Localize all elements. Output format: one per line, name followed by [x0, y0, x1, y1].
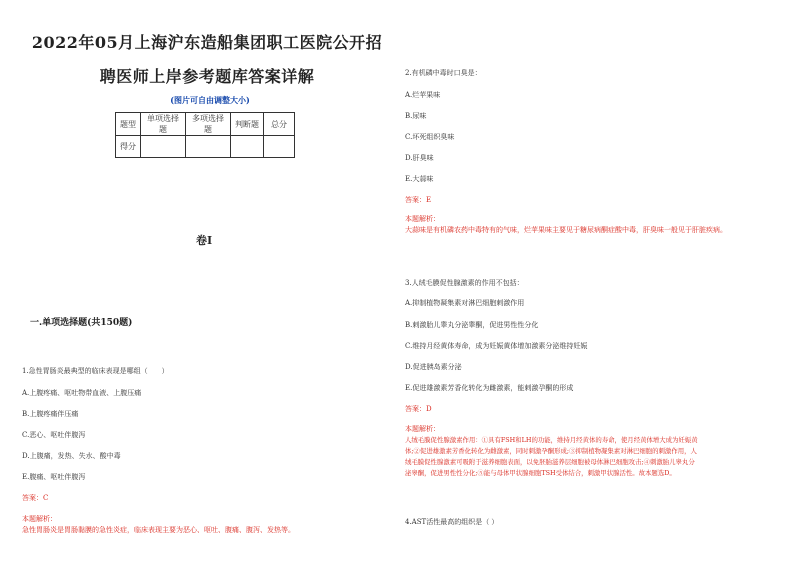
question-2-stem: 2.有机磷中毒时口臭是： — [405, 69, 482, 77]
question-4-stem: 4.AST活性最高的组织是（ ） — [405, 518, 499, 526]
score-header-cell: 多项选择题 — [186, 113, 231, 136]
question-2-analysis-label: 本题解析： — [405, 215, 440, 223]
right-column — [400, 0, 800, 565]
score-cell — [264, 136, 295, 158]
question-2-answer: 答案：E — [405, 196, 432, 204]
score-header-cell: 总分 — [264, 113, 295, 136]
volume-heading: 卷I — [196, 234, 213, 247]
question-3-analysis-label: 本题解析： — [405, 425, 440, 433]
score-cell — [141, 136, 186, 158]
score-row-label: 得分 — [116, 136, 141, 158]
question-1-option-e: E.腹痛、呕吐伴腹泻 — [22, 473, 86, 481]
question-3-option-e: E.促进雄激素芳香化转化为雌激素，能刺激孕酮的形成 — [405, 384, 574, 392]
score-cell — [186, 136, 231, 158]
question-1-option-d: D.上腹痛，发热、失水、酸中毒 — [22, 452, 121, 460]
question-2-option-a: A.烂苹果味 — [405, 91, 441, 99]
score-header-cell: 判断题 — [231, 113, 264, 136]
question-3-stem: 3.人绒毛膜促性腺激素的作用不包括： — [405, 279, 524, 287]
score-cell — [231, 136, 264, 158]
question-2-option-e: E.大蒜味 — [405, 175, 434, 183]
question-1-analysis-label: 本题解析： — [22, 515, 57, 523]
question-2-option-c: C.坏死组织臭味 — [405, 133, 455, 141]
question-1-option-b: B.上腹疼痛伴压痛 — [22, 410, 79, 418]
question-3-analysis-line-1: 人绒毛膜促性腺激素作用：①具有FSH和LH的功能，维持月经黄体的寿命，使月经黄体增大成为妊娠黄 — [405, 436, 698, 444]
question-2-analysis: 大蒜味是有机磷农药中毒特有的气味，烂苹果味主要见于糖尿病酮症酸中毒，肝臭味一般见于肝脏疾病。 — [405, 226, 727, 234]
question-1-analysis: 急性胃肠炎是胃肠黏膜的急性炎症，临床表现主要为恶心、呕吐、腹痛、腹泻、发热等。 — [22, 526, 295, 534]
question-3-option-d: D.促进胰岛素分泌 — [405, 363, 462, 371]
question-2-option-b: B.尿味 — [405, 112, 427, 120]
question-3-option-b: B.刺激胎儿睾丸分泌睾酮，促进男性性分化 — [405, 321, 539, 329]
score-header-cell: 题型 — [116, 113, 141, 136]
question-3-analysis-line-3: 绒毛膜促性腺激素可吸附于滋养细胞表面，以免胚胎滋养层细胞被母体淋巴细胞攻击;④刺激胎儿睾丸分 — [405, 458, 695, 466]
doc-title-line1: 2022年05月上海沪东造船集团职工医院公开招 — [31, 33, 383, 52]
question-3-option-c: C.维持月经黄体寿命，成为妊娠黄体增加激素分泌维持妊娠 — [405, 342, 588, 350]
score-header-cell: 单项选择题 — [141, 113, 186, 136]
question-3-option-a: A.抑制植物凝集素对淋巴细胞刺激作用 — [405, 299, 525, 307]
section-heading: 一.单项选择题(共150题) — [30, 318, 133, 328]
question-2-option-d: D.肝臭味 — [405, 154, 434, 162]
question-3-analysis-line-4: 泌睾酮，促进男性性分化;⑤能与母体甲状腺细胞TSH受体结合，刺激甲状腺活性。故本题选D。 — [405, 469, 676, 477]
score-table — [115, 112, 295, 158]
doc-title-line2: 聘医师上岸参考题库答案详解 — [99, 67, 315, 86]
question-1-stem: 1.急性胃肠炎最典型的临床表现是哪组（ ） — [22, 367, 169, 375]
question-1-option-c: C.恶心、呕吐伴腹泻 — [22, 431, 86, 439]
score-table-row — [116, 136, 295, 158]
doc-subtitle: (图片可自由调整大小) — [170, 95, 250, 105]
question-1-answer: 答案：C — [22, 494, 49, 502]
score-table-header-row — [116, 113, 295, 136]
question-3-analysis-line-2: 体;②促进雄激素芳香化转化为雌激素，同时刺激孕酮形成;③抑制植物凝集素对淋巴细胞的刺激作用，人 — [405, 447, 697, 455]
question-1-option-a: A.上腹疼痛、呕吐物带血液、上腹压痛 — [22, 389, 142, 397]
question-3-answer: 答案：D — [405, 405, 432, 413]
